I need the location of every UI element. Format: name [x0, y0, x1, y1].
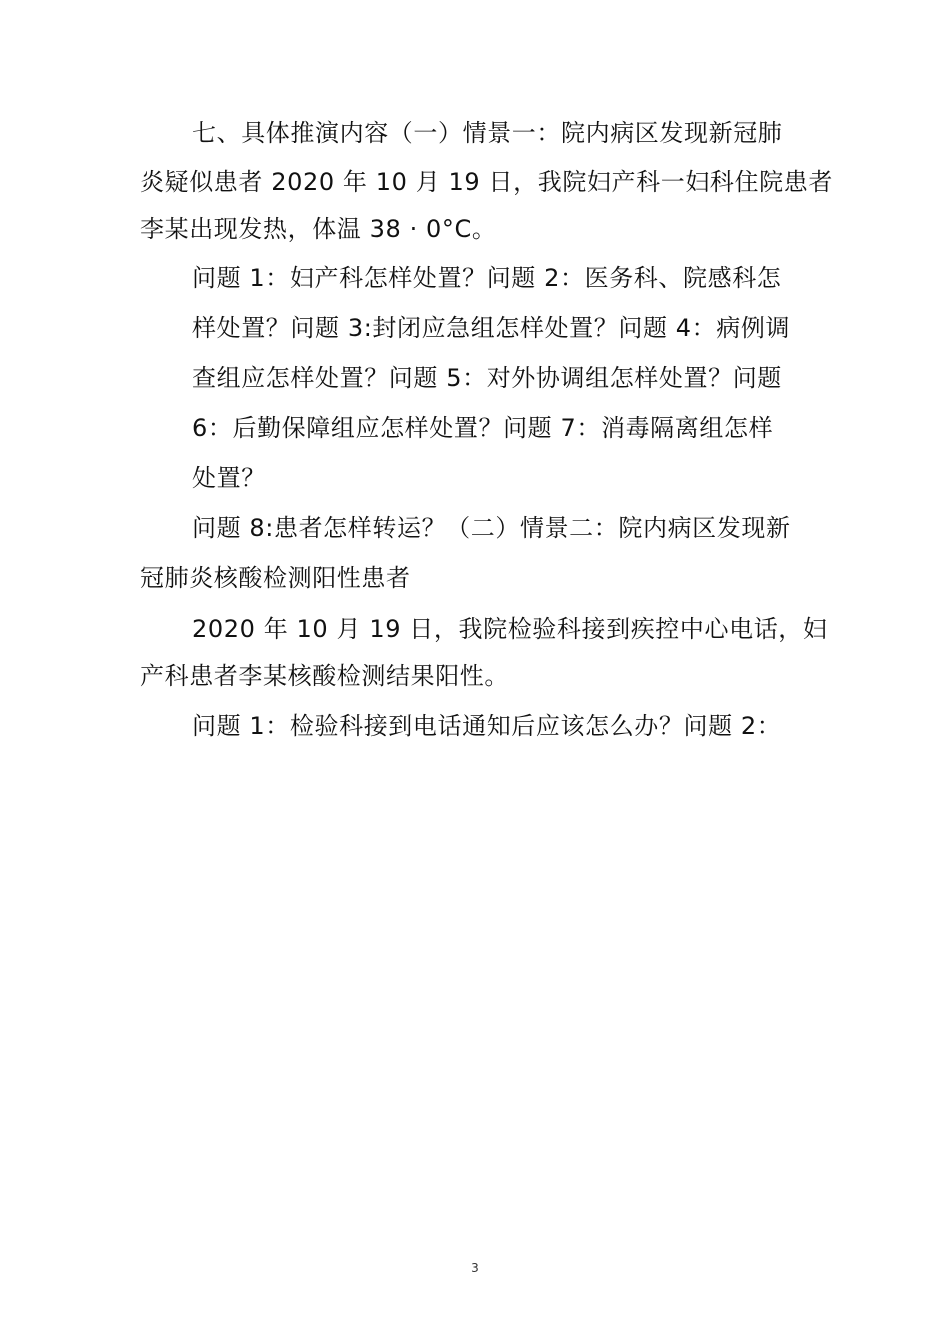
text-line: 2020 年 10 月 19 日，我院检验科接到疾控中心电话，妇: [192, 615, 828, 643]
page-number: 3: [471, 1261, 479, 1275]
text-line: 七、具体推演内容（一）情景一：院内病区发现新冠肺: [192, 119, 783, 147]
text-line: 6：后勤保障组应怎样处置？问题 7：消毒隔离组怎样: [192, 414, 774, 442]
text-line: 李某出现发热，体温 38 · 0°C。: [140, 215, 497, 243]
text-line: 问题 1：妇产科怎样处置？问题 2：医务科、院感科怎: [192, 264, 782, 292]
text-line: 查组应怎样处置？问题 5：对外协调组怎样处置？问题: [192, 364, 782, 392]
text-line: 产科患者李某核酸检测结果阳性。: [140, 662, 509, 690]
text-line: 冠肺炎核酸检测阳性患者: [140, 564, 411, 592]
text-line: 处置？: [192, 464, 266, 492]
text-line: 问题 1：检验科接到电话通知后应该怎么办？问题 2：: [192, 712, 782, 740]
text-line: 问题 8:患者怎样转运？（二）情景二：院内病区发现新: [192, 514, 791, 542]
text-line: 炎疑似患者 2020 年 10 月 19 日，我院妇产科一妇科住院患者: [140, 168, 833, 196]
text-line: 样处置？问题 3:封闭应急组怎样处置？问题 4：病例调: [192, 314, 791, 342]
